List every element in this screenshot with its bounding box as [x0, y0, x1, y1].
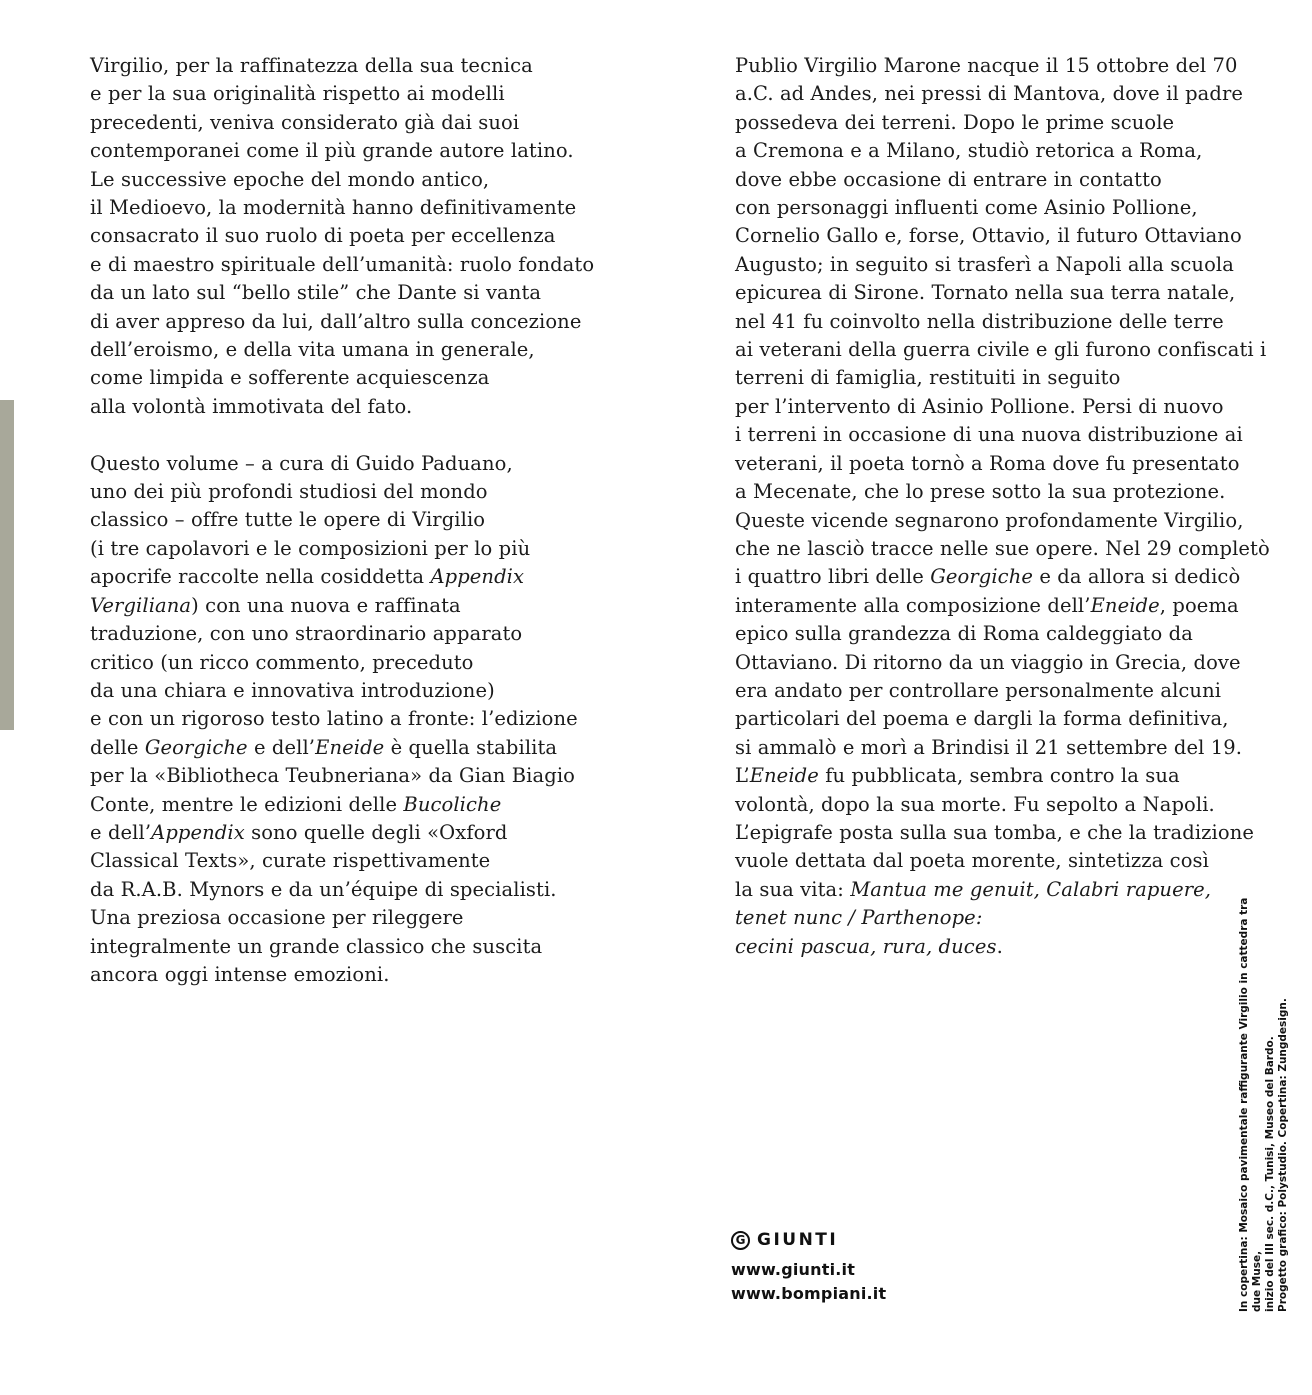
spine-credits-line-3: Progetto grafico: Polystudio. Copertina: Zungdesign.	[1277, 998, 1289, 1312]
spine-credits	[1238, 882, 1290, 1312]
giunti-logo	[731, 1230, 886, 1250]
spine-credits-line-2: inizio del III sec. d.C., Tunisi, Museo del Bardo.	[1264, 1036, 1276, 1312]
right-column	[735, 52, 1280, 961]
giunti-logo-icon: G	[731, 1231, 750, 1250]
left-paragraph-2: Questo volume – a cura di Guido Paduano, uno dei più profondi studiosi del mondo classico – offre tutte le opere di Virgilio (i tre capolavori e le composizioni per lo più apocrife raccolte nella cosiddetta Appendix Vergiliana) con una nuova e raffinata traduzione, con uno straordinario apparato critico (un ricco commento, preceduto da una chiara e innovativa introduzione) e con un rigoroso testo latino a fronte: l’edizione delle Georgiche e dell’Eneide è quella stabilita per la «Bibliotheca Teubneriana» da Gian Biagio Conte, mentre le edizioni delle Bucoliche e dell’Appendix sono quelle degli «Oxford Classical Texts», curate rispettivamente da R.A.B. Mynors e da un’équipe di specialisti. Una preziosa occasione per rileggere integralmente un grande classico che suscita ancora oggi intense emozioni.	[90, 451, 578, 986]
url-giunti: www.giunti.it	[731, 1260, 856, 1279]
left-column	[90, 52, 635, 989]
right-paragraph-1: Publio Virgilio Marone nacque il 15 ottobre del 70 a.C. ad Andes, nei pressi di Mantova, dove il padre possedeva dei terreni. Dopo le prime scuole a Cremona e a Milano, studiò retorica a Roma, dove ebbe occasione di entrare in contatto con personaggi influenti come Asinio Pollione, Cornelio Gallo e, forse, Ottavio, il futuro Ottaviano Augusto; in seguito si trasferì a Napoli alla scuola epicurea di Sirone. Tornato nella sua terra natale, nel 41 fu coinvolto nella distribuzione delle terre ai veterani della guerra civile e gli furono confiscati i terreni di famiglia, restituiti in seguito per l’intervento di Asinio Pollione. Persi di nuovo i terreni in occasione di una nuova distribuzione ai veterani, il poeta tornò a Roma dove fu presentato a Mecenate, che lo prese sotto la sua protezione. Queste vicende segnarono profondamente Virgilio, che ne lasciò tracce nelle sue opere. Nel 29 completò i quattro libri delle Georgiche e da allora si dedicò interamente alla composizione dell’Eneide, poema epico sulla grandezza di Roma caldeggiato da Ottaviano. Di ritorno da un viaggio in Grecia, dove era andato per controllare personalmente alcuni particolari del poema e dargli la forma definitiva, si ammalò e morì a Brindisi il 21 settembre del 19. L’Eneide fu pubblicata, sembra contro la sua volontà, dopo la sua morte. Fu sepolto a Napoli. L’epigrafe posta sulla sua tomba, e che la tradizione vuole dettata dal poeta morente, sintetizza così la sua vita: Mantua me genuit, Calabri rapuere, tenet nunc / Parthenope: cecini pascua, rura, duces.	[735, 54, 1270, 958]
giunti-logo-text: GIUNTI	[757, 1230, 839, 1250]
url-bompiani: www.bompiani.it	[731, 1284, 887, 1303]
accent-bar	[0, 400, 14, 730]
left-paragraph-1: Virgilio, per la raffinatezza della sua tecnica e per la sua originalità rispetto ai modelli precedenti, veniva considerato già dai suoi contemporanei come il più grande autore latino. Le successive epoche del mondo antico, il Medioevo, la modernità hanno definitivamente consacrato il suo ruolo di poeta per eccellenza e di maestro spirituale dell’umanità: ruolo fondato da un lato sul “bello stile” che Dante si vanta di aver appreso da lui, dall’altro sulla concezione dell’eroismo, e della vita umana in generale, come limpida e sofferente acquiescenza alla volontà immotivata del fato.	[90, 54, 595, 418]
spine-credits-line-1: In copertina: Mosaico pavimentale raffigurante Virgilio in cattedra tra due Muse,	[1238, 897, 1263, 1312]
publisher-footer	[731, 1230, 886, 1306]
